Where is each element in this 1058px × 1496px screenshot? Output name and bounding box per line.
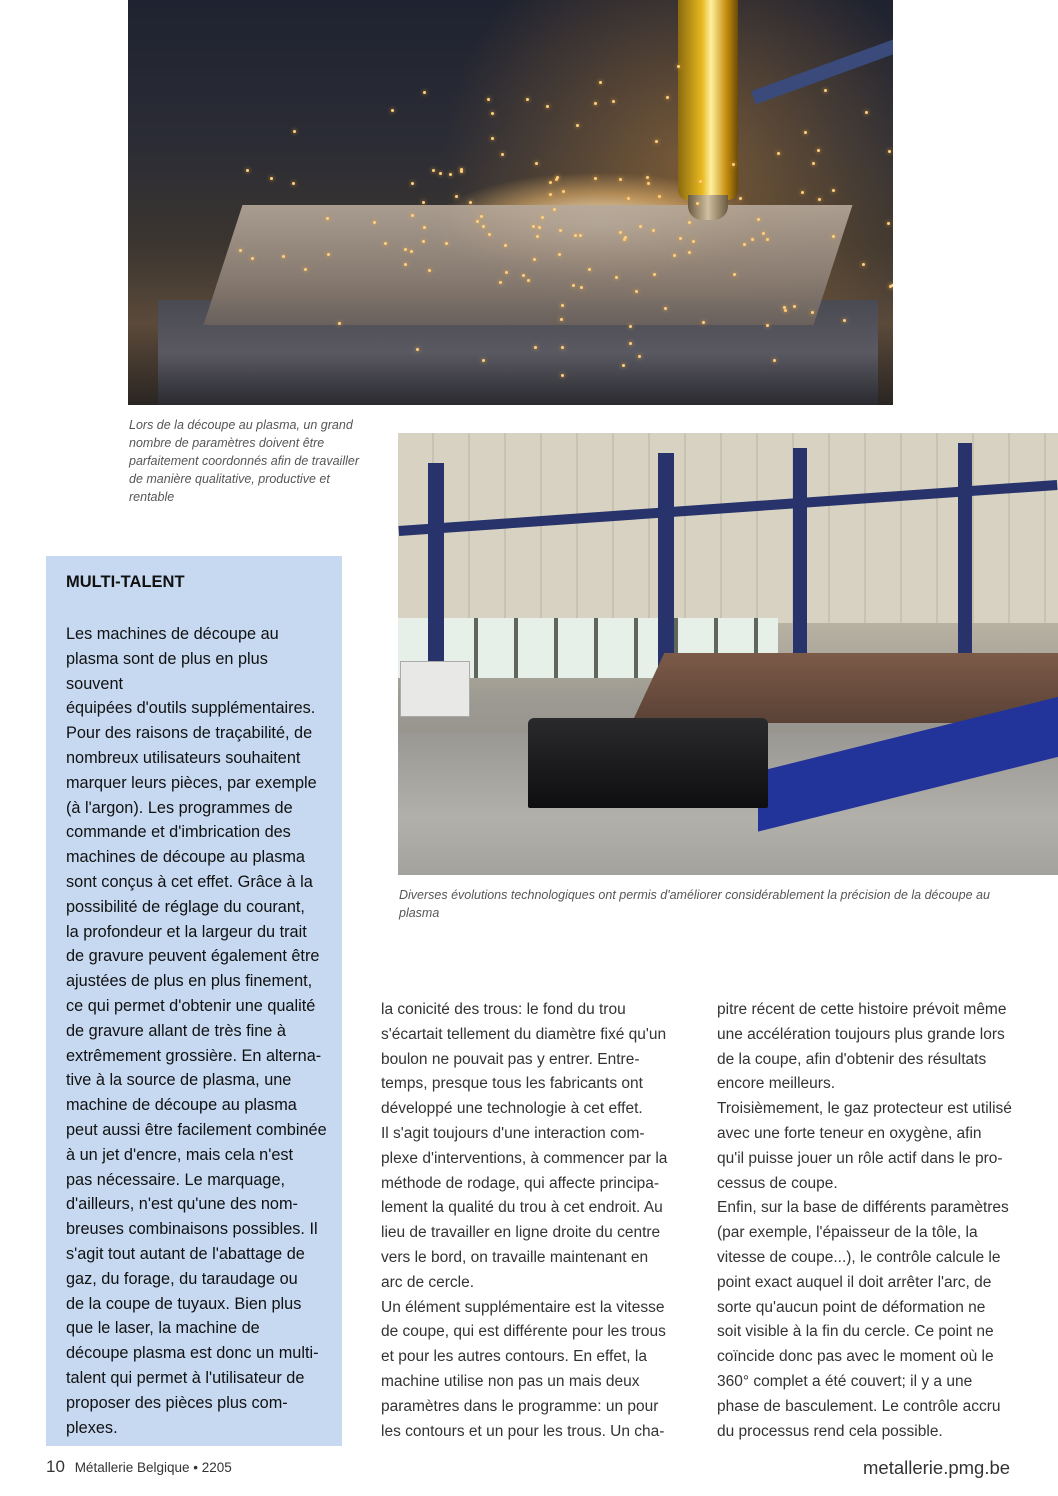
spark: [384, 242, 387, 245]
spark: [439, 172, 442, 175]
spark: [482, 225, 485, 228]
spark: [292, 182, 295, 185]
spark: [627, 197, 630, 200]
spark: [653, 273, 656, 276]
plasma-machine-photo: [398, 433, 1058, 875]
spark: [460, 170, 463, 173]
spark: [251, 257, 254, 260]
spark: [655, 140, 658, 143]
article-column-2: pitre récent de cette histoire prévoit même une accélération toujours plus grande lors de la coupe, afin d'obtenir des résultats encore meilleurs. Troisièmement, le gaz protecteur est utilisé avec une forte teneur en oxygène, afin qu'il puisse jouer un rôle actif dans le pro- cessus de coupe. Enfin, sur la base de différents paramètres (par exemple, l'épaisseur de la tôle, la vitesse de coupe...), le contrôle calcule le point exact auquel il doit arrêter l'arc, de sorte qu'aucun point de déformation ne soit visible à la fin du cercle. Ce point ne coïncide donc pas avec le moment où le 360° complet a été couvert; il y a une phase de basculement. Le contrôle accru du processus rend cela possible.: [717, 1001, 1012, 1440]
website-link[interactable]: metallerie.pmg.be: [863, 1457, 1011, 1478]
spark: [824, 89, 827, 92]
spark: [664, 307, 667, 310]
spark: [804, 131, 807, 134]
spark: [638, 355, 641, 358]
spark: [647, 182, 650, 185]
spark: [594, 102, 597, 105]
spark: [588, 268, 591, 271]
spark: [504, 244, 507, 247]
spark: [843, 319, 846, 322]
spark: [423, 226, 426, 229]
spark: [622, 364, 625, 367]
spark: [624, 236, 627, 239]
spark: [432, 169, 435, 172]
spark: [818, 198, 821, 201]
spark: [887, 222, 890, 225]
spark: [658, 195, 661, 198]
spark: [777, 152, 780, 155]
publication-name: Métallerie Belgique • 2205: [74, 1460, 232, 1475]
spark: [646, 176, 649, 179]
spark: [562, 190, 565, 193]
spark: [576, 124, 579, 127]
spark: [482, 359, 485, 362]
machine-photo-caption: Diverses évolutions technologiques ont permis d'améliorer considérablement la précision de la découpe au plasma: [399, 888, 990, 920]
spark: [488, 233, 491, 236]
spark: [410, 250, 413, 253]
spark: [546, 105, 549, 108]
spark: [679, 237, 682, 240]
spark: [762, 232, 765, 235]
spark: [757, 218, 760, 221]
spark: [801, 191, 804, 194]
spark: [422, 201, 425, 204]
spark: [553, 208, 556, 211]
page-number: 10: [46, 1457, 65, 1476]
spark: [832, 235, 835, 238]
spark: [491, 112, 494, 115]
spark: [862, 263, 865, 266]
spark: [673, 254, 676, 257]
spark: [538, 226, 541, 229]
spark: [558, 253, 561, 256]
spark: [469, 201, 472, 204]
spark: [532, 225, 535, 228]
spark: [561, 304, 564, 307]
spark: [888, 150, 891, 153]
spark: [594, 177, 597, 180]
spark: [338, 322, 341, 325]
spark: [449, 173, 452, 176]
spark: [541, 216, 544, 219]
spark: [619, 231, 622, 234]
spark: [534, 346, 537, 349]
spark: [599, 81, 602, 84]
spark: [561, 374, 564, 377]
spark: [487, 98, 490, 101]
spark: [612, 100, 615, 103]
spark: [423, 91, 426, 94]
spark: [739, 197, 742, 200]
spark: [732, 163, 735, 166]
footer-left: [46, 1457, 232, 1477]
spark: [666, 96, 669, 99]
spark: [561, 346, 564, 349]
spark: [743, 243, 746, 246]
plasma-cutting-photo: [128, 0, 893, 405]
spark: [549, 193, 552, 196]
spark: [536, 235, 539, 238]
spark: [270, 177, 273, 180]
spark: [293, 130, 296, 133]
spark: [549, 181, 552, 184]
spark: [535, 162, 538, 165]
top-photo-caption: Lors de la découpe au plasma, un grand nombre de paramètres doivent être parfaitement coordonnés afin de travailler de manière qualitative, productive et rentable: [129, 418, 359, 504]
spark: [812, 162, 815, 165]
spark: [491, 137, 494, 140]
spark: [455, 195, 458, 198]
spark: [629, 342, 632, 345]
spark: [832, 189, 835, 192]
sidebar-title: MULTI-TALENT: [66, 573, 185, 591]
spark: [404, 248, 407, 251]
spark: [246, 169, 249, 172]
spark: [526, 98, 529, 101]
sidebar-body: Les machines de découpe au plasma sont de plus en plus souvent équipées d'outils supplémentaires. Pour des raisons de traçabilité, de nombreux utilisateurs souhaitent marquer leurs pièces, par exemple (à l'argon). Les programmes de commande et d'imbrication des machines de découpe au plasma sont conçus à cet effet. Grâce à la possibilité de réglage du courant, la profondeur et la largeur du trait de gravure peuvent également être ajustées de plus en plus finement, ce qui permet d'obtenir une qualité de gravure allant de très fine à extrêmement grossière. En alterna- tive à la source de plasma, une machine de découpe au plasma peut aussi être facilement combinée à un jet d'encre, mais cela n'est pas nécessaire. Le marquage, d'ailleurs, n'est qu'une des nom- breuses combinaisons possibles. Il s'agit tout autant de l'abattage de gaz, du forage, du taraudage ou de la coupe de tuyaux. Bien plus que le laser, la machine de découpe plasma est donc un multi- talent qui permet à l'utilisateur de proposer des pièces plus com- plexes.: [66, 625, 327, 1437]
spark: [411, 182, 414, 185]
spark: [391, 109, 394, 112]
spark: [702, 321, 705, 324]
spark: [635, 290, 638, 293]
spark: [326, 217, 329, 220]
spark: [619, 178, 622, 181]
spark: [784, 309, 787, 312]
article-column-1: la conicité des trous: le fond du trou s'écartait tellement du diamètre fixé qu'un boulon ne pouvait pas y entrer. Entre- temps, presque tous les fabricants ont développé une technologie à cet effet. Il s'agit toujours d'une interaction com- plexe d'interventions, à commencer par la méthode de rodage, qui affecte principa- lement la qualité du trou à cet endroit. Au lieu de travailler en ligne droite du centre vers le bord, on travaille maintenant en arc de cercle. Un élément supplémentaire est la vitesse de coupe, qui est différente pour les trous et pour les autres contours. En effet, la machine utilise non pas un mais deux paramètres dans le programme: un pour les contours et un pour les trous. Un cha-: [381, 1001, 668, 1440]
spark: [865, 111, 868, 114]
spark: [817, 149, 820, 152]
spark: [501, 153, 504, 156]
